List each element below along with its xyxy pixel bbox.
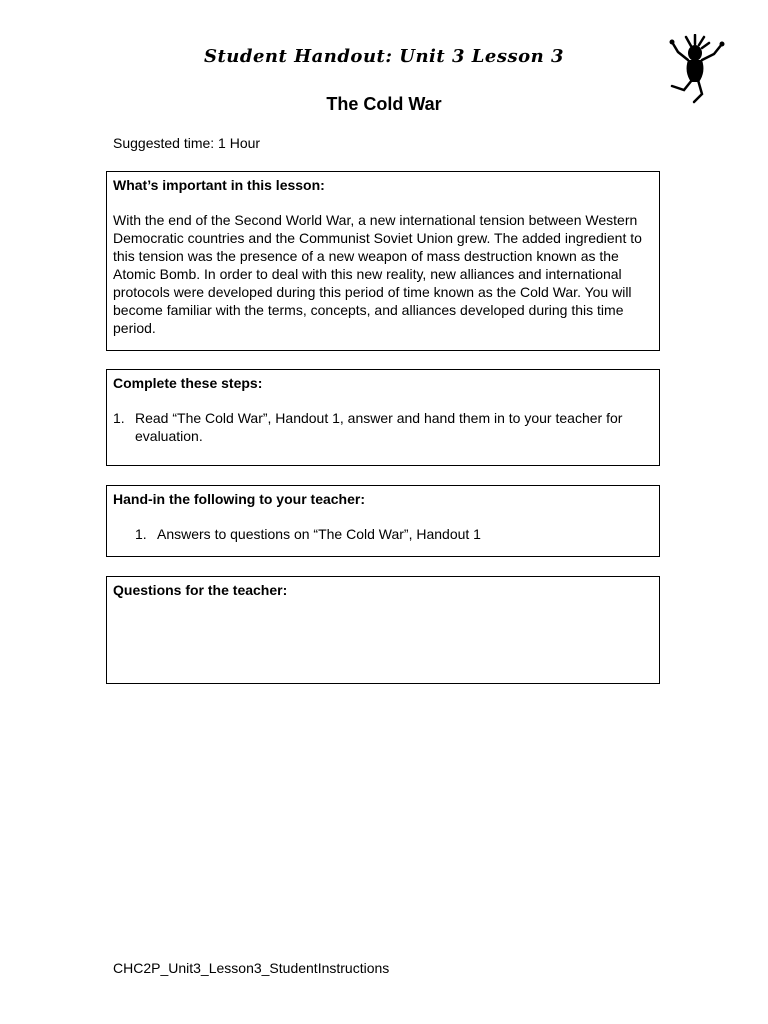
lesson-title: The Cold War bbox=[326, 94, 442, 114]
handin-box bbox=[106, 485, 660, 557]
handin-number: 1. bbox=[135, 526, 147, 542]
important-body: With the end of the Second World War, a new international tension between Western Democratic countries and the Communist Soviet Union grew. The added ingredient to this tension was the presence of a new weapon of mass destruction known as the Atomic Bomb. In order to deal with this new reality, new alliances and international protocols were developed during this period of time known as the Cold War. You will become familiar with the terms, concepts, and alliances developed during this time period. bbox=[113, 212, 642, 336]
handout-title: Student Handout: Unit 3 Lesson 3 bbox=[203, 46, 565, 67]
important-heading: What’s important in this lesson: bbox=[113, 177, 325, 193]
steps-box bbox=[106, 369, 660, 466]
handin-text: Answers to questions on “The Cold War”, Handout 1 bbox=[157, 526, 481, 542]
suggested-time: Suggested time: 1 Hour bbox=[113, 135, 261, 151]
step-number: 1. bbox=[113, 410, 125, 426]
steps-heading: Complete these steps: bbox=[113, 375, 263, 391]
list-item bbox=[113, 409, 653, 445]
questions-heading: Questions for the teacher: bbox=[113, 582, 288, 598]
list-item bbox=[135, 525, 653, 543]
handin-heading: Hand-in the following to your teacher: bbox=[113, 491, 365, 507]
step-text: Read “The Cold War”, Handout 1, answer and hand them in to your teacher for evaluation. bbox=[135, 410, 623, 444]
questions-box bbox=[106, 576, 660, 684]
footer-filename: CHC2P_Unit3_Lesson3_StudentInstructions bbox=[113, 960, 390, 976]
important-box bbox=[106, 171, 660, 351]
steps-list bbox=[113, 409, 653, 445]
handin-list bbox=[113, 525, 653, 543]
